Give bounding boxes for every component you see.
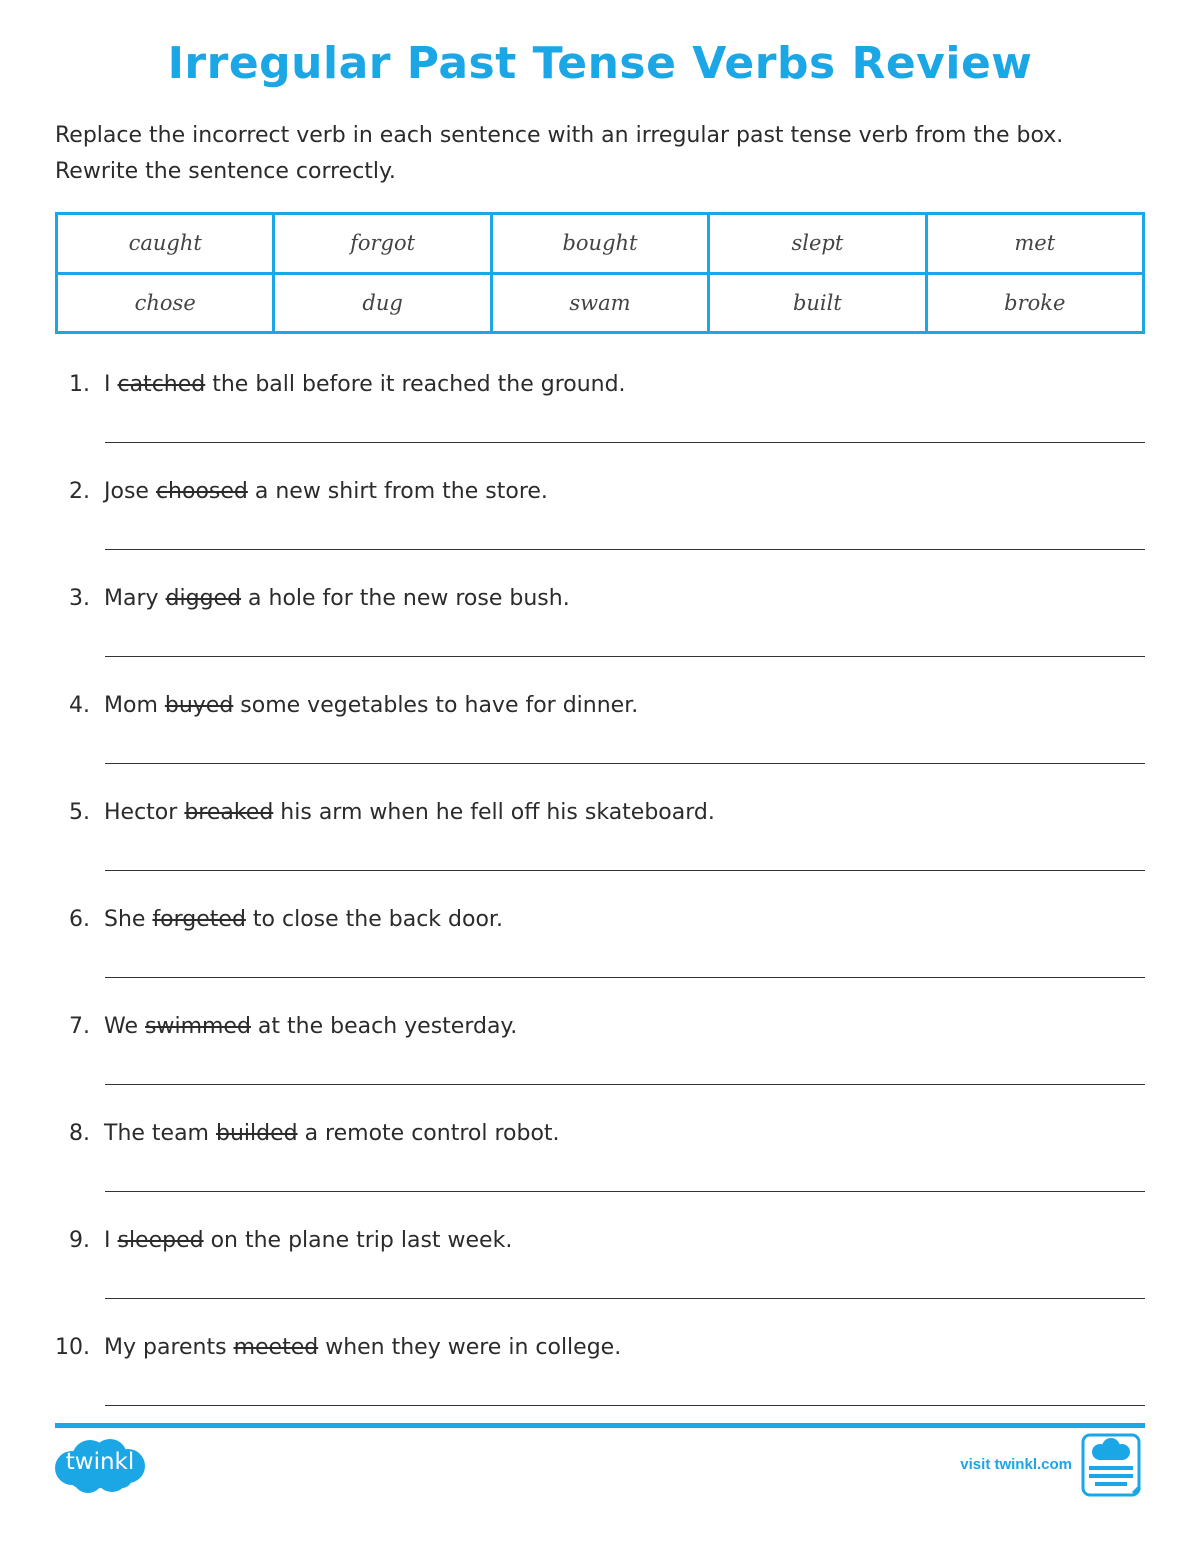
- question-item: [0, 792, 1200, 899]
- incorrect-verb: breaked: [184, 800, 274, 825]
- question-sentence: [104, 372, 626, 397]
- word-cell: met: [926, 214, 1143, 274]
- sentence-end: a remote control robot.: [297, 1121, 560, 1146]
- word-cell: forgot: [274, 214, 491, 274]
- question-item: [0, 471, 1200, 578]
- quality-standard-badge-icon: [1080, 1432, 1146, 1500]
- question-number: 6.: [69, 907, 90, 932]
- question-number: 10.: [55, 1335, 90, 1360]
- sentence-end: at the beach yesterday.: [250, 1014, 518, 1039]
- visit-link[interactable]: visit twinkl.com: [960, 1456, 1072, 1473]
- question-number: 8.: [69, 1121, 90, 1146]
- twinkl-logo[interactable]: [50, 1436, 150, 1496]
- instructions: Replace the incorrect verb in each sentence with an irregular past tense verb from the box. Rewrite the sentence correctly.: [55, 123, 1064, 184]
- sentence-start: My parents: [104, 1335, 234, 1360]
- question-item: [0, 685, 1200, 792]
- sentence-end: the ball before it reached the ground.: [205, 372, 626, 397]
- sentence-end: some vegetables to have for dinner.: [233, 693, 639, 718]
- sentence-start: Mary: [104, 586, 166, 611]
- question-number: 3.: [69, 586, 90, 611]
- sentence-end: a new shirt from the store.: [247, 479, 548, 504]
- answer-line[interactable]: [105, 549, 1145, 550]
- question-number: 9.: [69, 1228, 90, 1253]
- incorrect-verb: catched: [117, 372, 206, 397]
- logo-text: twinkl: [65, 1449, 135, 1475]
- word-cell: dug: [274, 273, 491, 333]
- question-sentence: [104, 1335, 621, 1360]
- answer-line[interactable]: [105, 656, 1145, 657]
- sentence-start: We: [104, 1014, 145, 1039]
- word-cell: built: [709, 273, 926, 333]
- answer-line[interactable]: [105, 977, 1145, 978]
- sentence-end: to close the back door.: [245, 907, 503, 932]
- sentence-start: I: [104, 1228, 118, 1253]
- question-item: [0, 1006, 1200, 1113]
- word-cell: chose: [57, 273, 274, 333]
- sentence-end: his arm when he fell off his skateboard.: [273, 800, 715, 825]
- question-sentence: [104, 1228, 512, 1253]
- incorrect-verb: buyed: [164, 693, 234, 718]
- sentence-start: The team: [104, 1121, 216, 1146]
- word-cell: swam: [491, 273, 708, 333]
- sentence-start: Jose: [104, 479, 156, 504]
- question-number: 7.: [69, 1014, 90, 1039]
- question-item: [0, 1220, 1200, 1327]
- answer-line[interactable]: [105, 1084, 1145, 1085]
- question-item: [0, 899, 1200, 1006]
- page-title: Irregular Past Tense Verbs Review: [167, 38, 1033, 89]
- word-cell: slept: [709, 214, 926, 274]
- word-cell: broke: [926, 273, 1143, 333]
- answer-line[interactable]: [105, 1405, 1145, 1406]
- answer-line[interactable]: [105, 870, 1145, 871]
- word-box-row: [57, 273, 1144, 333]
- word-cell: caught: [57, 214, 274, 274]
- question-number: 5.: [69, 800, 90, 825]
- question-item: [0, 1327, 1200, 1434]
- question-sentence: [104, 479, 548, 504]
- quality-badge: [1080, 1432, 1146, 1500]
- incorrect-verb: forgeted: [152, 907, 246, 932]
- word-cell: bought: [491, 214, 708, 274]
- sentence-end: on the plane trip last week.: [203, 1228, 513, 1253]
- answer-line[interactable]: [105, 763, 1145, 764]
- incorrect-verb: builded: [215, 1121, 298, 1146]
- sentence-start: I: [104, 372, 118, 397]
- sentence-start: She: [104, 907, 153, 932]
- incorrect-verb: sleeped: [117, 1228, 204, 1253]
- question-number: 1.: [69, 372, 90, 397]
- question-sentence: [104, 800, 715, 825]
- incorrect-verb: swimmed: [145, 1014, 251, 1039]
- question-item: [0, 364, 1200, 471]
- incorrect-verb: choosed: [155, 479, 248, 504]
- sentence-start: Mom: [104, 693, 165, 718]
- question-sentence: [104, 586, 570, 611]
- incorrect-verb: digged: [165, 586, 242, 611]
- question-sentence: [104, 1014, 517, 1039]
- sentence-end: a hole for the new rose bush.: [241, 586, 570, 611]
- answer-line[interactable]: [105, 1298, 1145, 1299]
- question-sentence: [104, 1121, 560, 1146]
- question-number: 4.: [69, 693, 90, 718]
- question-number: 2.: [69, 479, 90, 504]
- question-list: [0, 364, 1200, 1434]
- question-sentence: [104, 907, 503, 932]
- incorrect-verb: meeted: [233, 1335, 319, 1360]
- footer-divider: [55, 1423, 1145, 1428]
- answer-line[interactable]: [105, 1191, 1145, 1192]
- question-item: [0, 578, 1200, 685]
- question-sentence: [104, 693, 638, 718]
- question-item: [0, 1113, 1200, 1220]
- sentence-end: when they were in college.: [318, 1335, 622, 1360]
- word-box-row: [57, 214, 1144, 274]
- sentence-start: Hector: [104, 800, 185, 825]
- word-box: [55, 212, 1145, 334]
- answer-line[interactable]: [105, 442, 1145, 443]
